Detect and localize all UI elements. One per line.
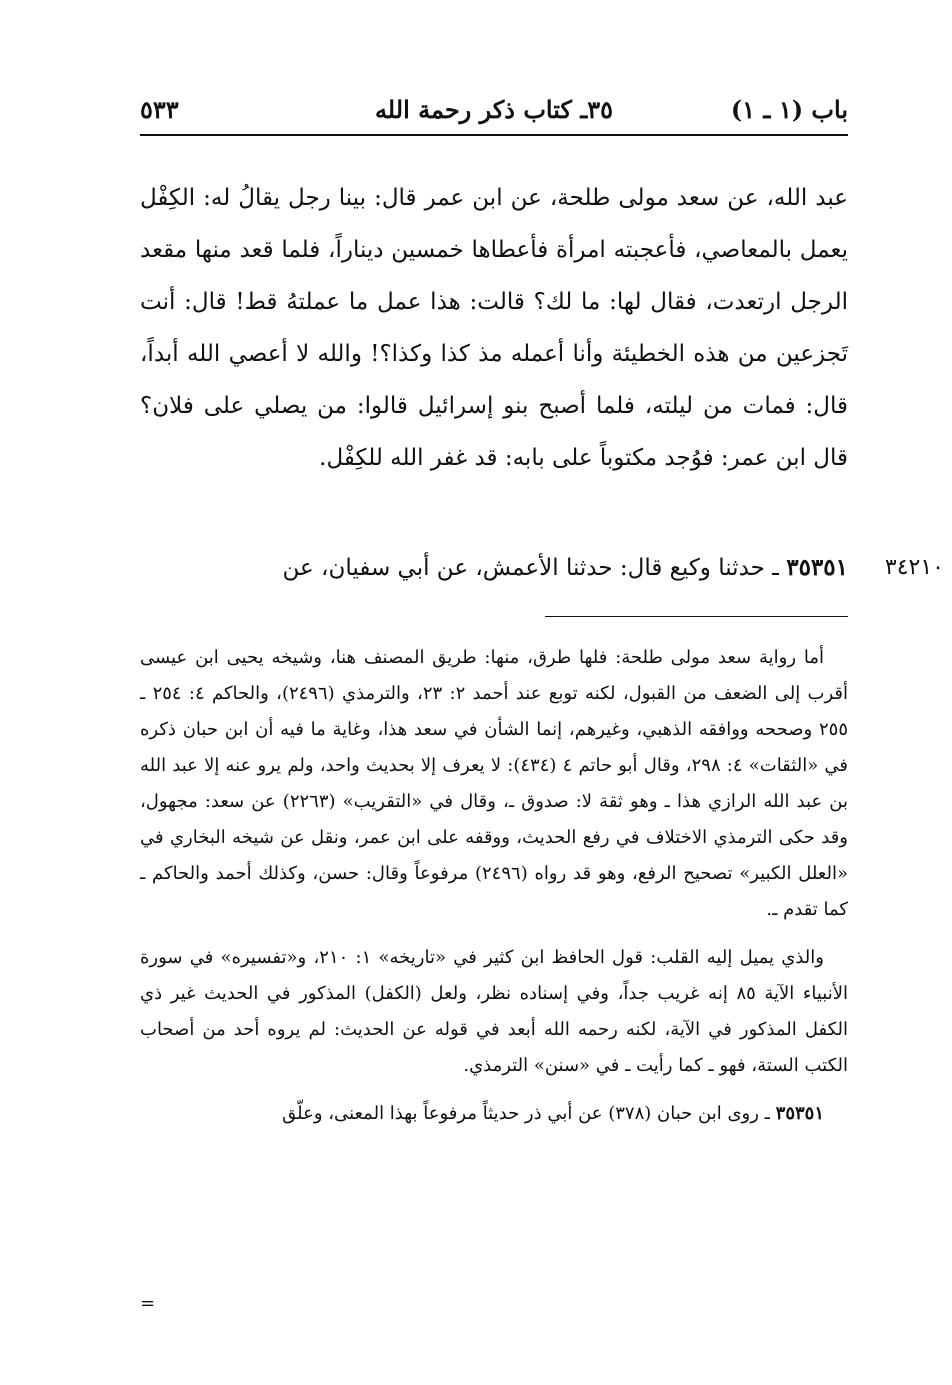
hadith-text: ـ حدثنا وكيع قال: حدثنا الأعمش، عن أبي سفيان، عن: [282, 555, 779, 581]
hadith-number: ٣٥٣٥١: [786, 554, 848, 581]
note-paragraph-2: والذي يميل إليه القلب: قول الحافظ ابن كثير في «تاريخه» ١: ٢١٠، و«تفسيره» في سورة الأنبياء الآية ٨٥ إنه غريب جداً، وفي إسناده نظر، ولعل (الكفل) المذكور في الحديث غير ذي الكفل المذكور في الآية، لكنه رحمه الله أبعد في قوله عن الحديث: لم يروه أحد من أصحاب الكتب الستة، فهو ـ كما رأيت ـ في «سنن» الترمذي.: [140, 947, 848, 1076]
note-paragraph-1: أما رواية سعد مولى طلحة: فلها طرق، منها: طريق المصنف هنا، وشيخه يحيى ابن عيسى أقرب إلى الضعف من القبول، لكنه توبع عند أحمد ٢: ٢٣، والترمذي (٢٤٩٦)، والحاكم ٤: ٢٥٤ ـ ٢٥٥ وصححه ووافقه الذهبي، وغيرهم، إنما الشأن في سعد هذا، وغاية ما فيه أن ابن حبان ذكره في «الثقات» ٤: ٢٩٨، وقال أبو حاتم ٤ (٤٣٤): لا يعرف إلا بحديث واحد، ولم يرو عنه إلا عبد الله بن عبد الله الرازي هذا ـ وهو ثقة لا: صدوق ـ، وقال في «التقريب» (٢٢٦٣) عن سعد: مجهول، وقد حكى الترمذي الاختلاف في رفع الحديث، ووقفه على ابن عمر، ونقل عن شيخه البخاري في «العلل الكبير» تصحيح الرفع، وهو قد رواه (٢٤٩٦) مرفوعاً وقال: حسن، وكذلك أحمد والحاكم ـ كما تقدم ـ.: [140, 647, 849, 920]
footnote-rule: [545, 616, 848, 617]
header-rule: [140, 134, 848, 136]
page-number: ٥٣٣: [140, 95, 179, 124]
main-text-block: [140, 172, 848, 484]
footnotes-block: [140, 640, 848, 1132]
chapter-label: باب (١ ـ ١): [730, 95, 848, 124]
continuation-mark: =: [140, 1293, 156, 1314]
page-header: [140, 92, 848, 128]
note-number: ٣٥٣٥١: [775, 1103, 824, 1124]
note-paragraph-3-text: ـ روى ابن حبان (٣٧٨) عن أبي ذر حديثاً مرفوعاً بهذا المعنى، وعلّق: [282, 1103, 770, 1124]
hadith-line: [140, 548, 848, 588]
main-paragraph: عبد الله، عن سعد مولى طلحة، عن ابن عمر قال: بينا رجل يقالُ له: الكِفْل يعمل بالمعاصي، فأعجبته امرأة فأعطاها خمسين ديناراً، فلما قعد منها مقعد الرجل ارتعدت، فقال لها: ما لك؟ قالت: هذا عمل ما عملتهُ قط! قال: أنت تَجزعين من هذه الخطيئة وأنا أعمله مذ كذا وكذا؟! والله لا أعصي الله أبداً، قال: فمات من ليلته، فلما أصبح بنو إسرائيل قالوا: من يصلي على فلان؟ قال ابن عمر: فوُجد مكتوباً على بابه: قد غفر الله للكِفْل.: [140, 185, 848, 471]
note-paragraph-3: [140, 1096, 848, 1132]
book-title: ٣٥ـ كتاب ذكر رحمة الله: [374, 95, 614, 124]
margin-number: ٣٤٢١٠: [884, 555, 944, 580]
